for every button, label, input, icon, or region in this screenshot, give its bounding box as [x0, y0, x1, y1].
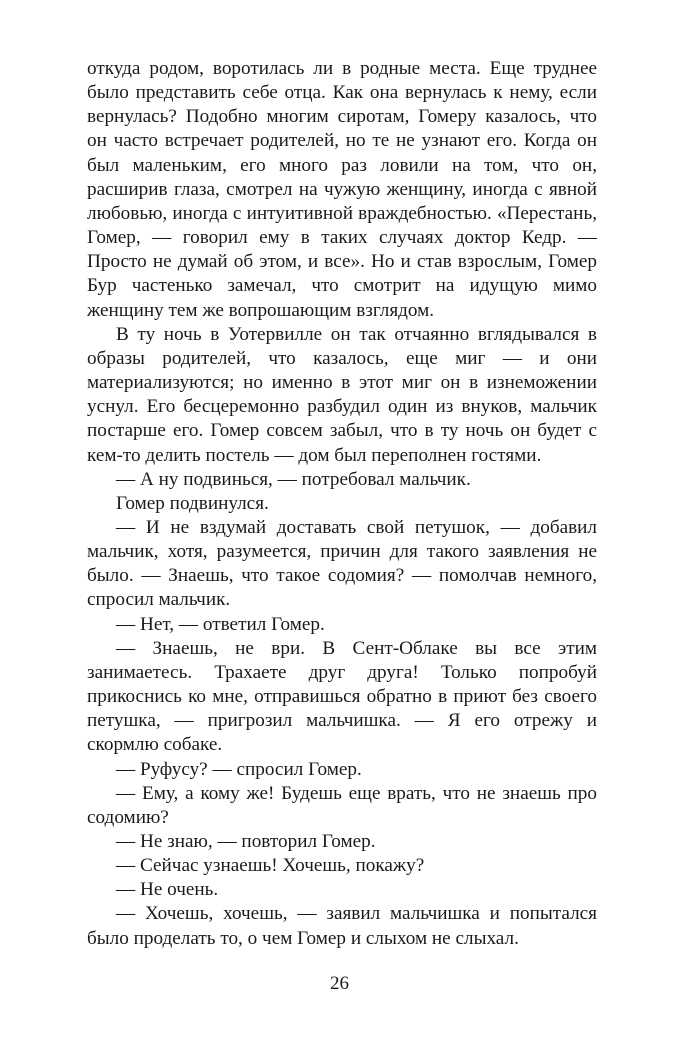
paragraph-2: В ту ночь в Уотервилле он так отчаянно вглядывался в образы родителей, что казалось, еще миг — и они материализуются; но именно в этот миг он в изнеможении уснул. Его бесцеремонно разбудил один из внуков, мальчик постарше его. Гомер совсем забыл, что в ту ночь он будет с кем-то делить постель — дом был переполнен гостями. [87, 323, 597, 466]
paragraph-4: Гомер подвинулся. [116, 492, 269, 514]
paragraph-5: — И не вздумай доставать свой петушок, — добавил мальчик, хотя, разумеется, причин для такого заявления не было. — Знаешь, что такое содомия? — помолчав немного, спросил мальчик. [87, 516, 597, 611]
paragraph-8: — Руфусу? — спросил Гомер. [116, 758, 362, 780]
paragraph-6: — Нет, — ответил Гомер. [116, 613, 325, 635]
paragraph-13: — Хочешь, хочешь, — заявил мальчишка и попытался было проделать то, о чем Гомер и слыхом не слыхал. [87, 903, 597, 949]
paragraph-12: — Не очень. [116, 879, 219, 901]
paragraph-3: — А ну подвинься, — потребовал мальчик. [116, 468, 471, 490]
paragraph-9: — Ему, а кому же! Будешь еще врать, что не знаешь про содомию? [87, 782, 597, 828]
page-body [87, 57, 597, 951]
paragraph-10: — Не знаю, — повторил Гомер. [116, 831, 376, 852]
paragraph-7: — Знаешь, не ври. В Сент-Облаке вы все этим занимаетесь. Трахаете друг друга! Только попробуй прикоснись ко мне, отправишься обратно в приют без своего петушка, — пригрозил мальчишка. — Я его отрежу и скормлю собаке. [87, 637, 597, 756]
page-number: 26 [330, 973, 349, 994]
paragraph-11: — Сейчас узнаешь! Хочешь, покажу? [116, 855, 425, 877]
paragraph-1: откуда родом, воротилась ли в родные места. Еще труднее было представить себе отца. Как она вернулась к нему, если вернулась? Подобно многим сиротам, Гомеру казалось, что он часто встречает родителей, но те не узнают его. Когда он был маленьким, его много раз ловили на том, что он, расширив глаза, смотрел на чужую женщину, иногда с явной любовью, иногда с интуитивной враждебностью. «Перестань, Гомер, — говорил ему в таких случаях доктор Кедр. — Просто не думай об этом, и все». Но и став взрослым, Гомер Бур частенько замечал, что смотрит на идущую мимо женщину тем же вопрошающим взглядом. [87, 58, 597, 321]
